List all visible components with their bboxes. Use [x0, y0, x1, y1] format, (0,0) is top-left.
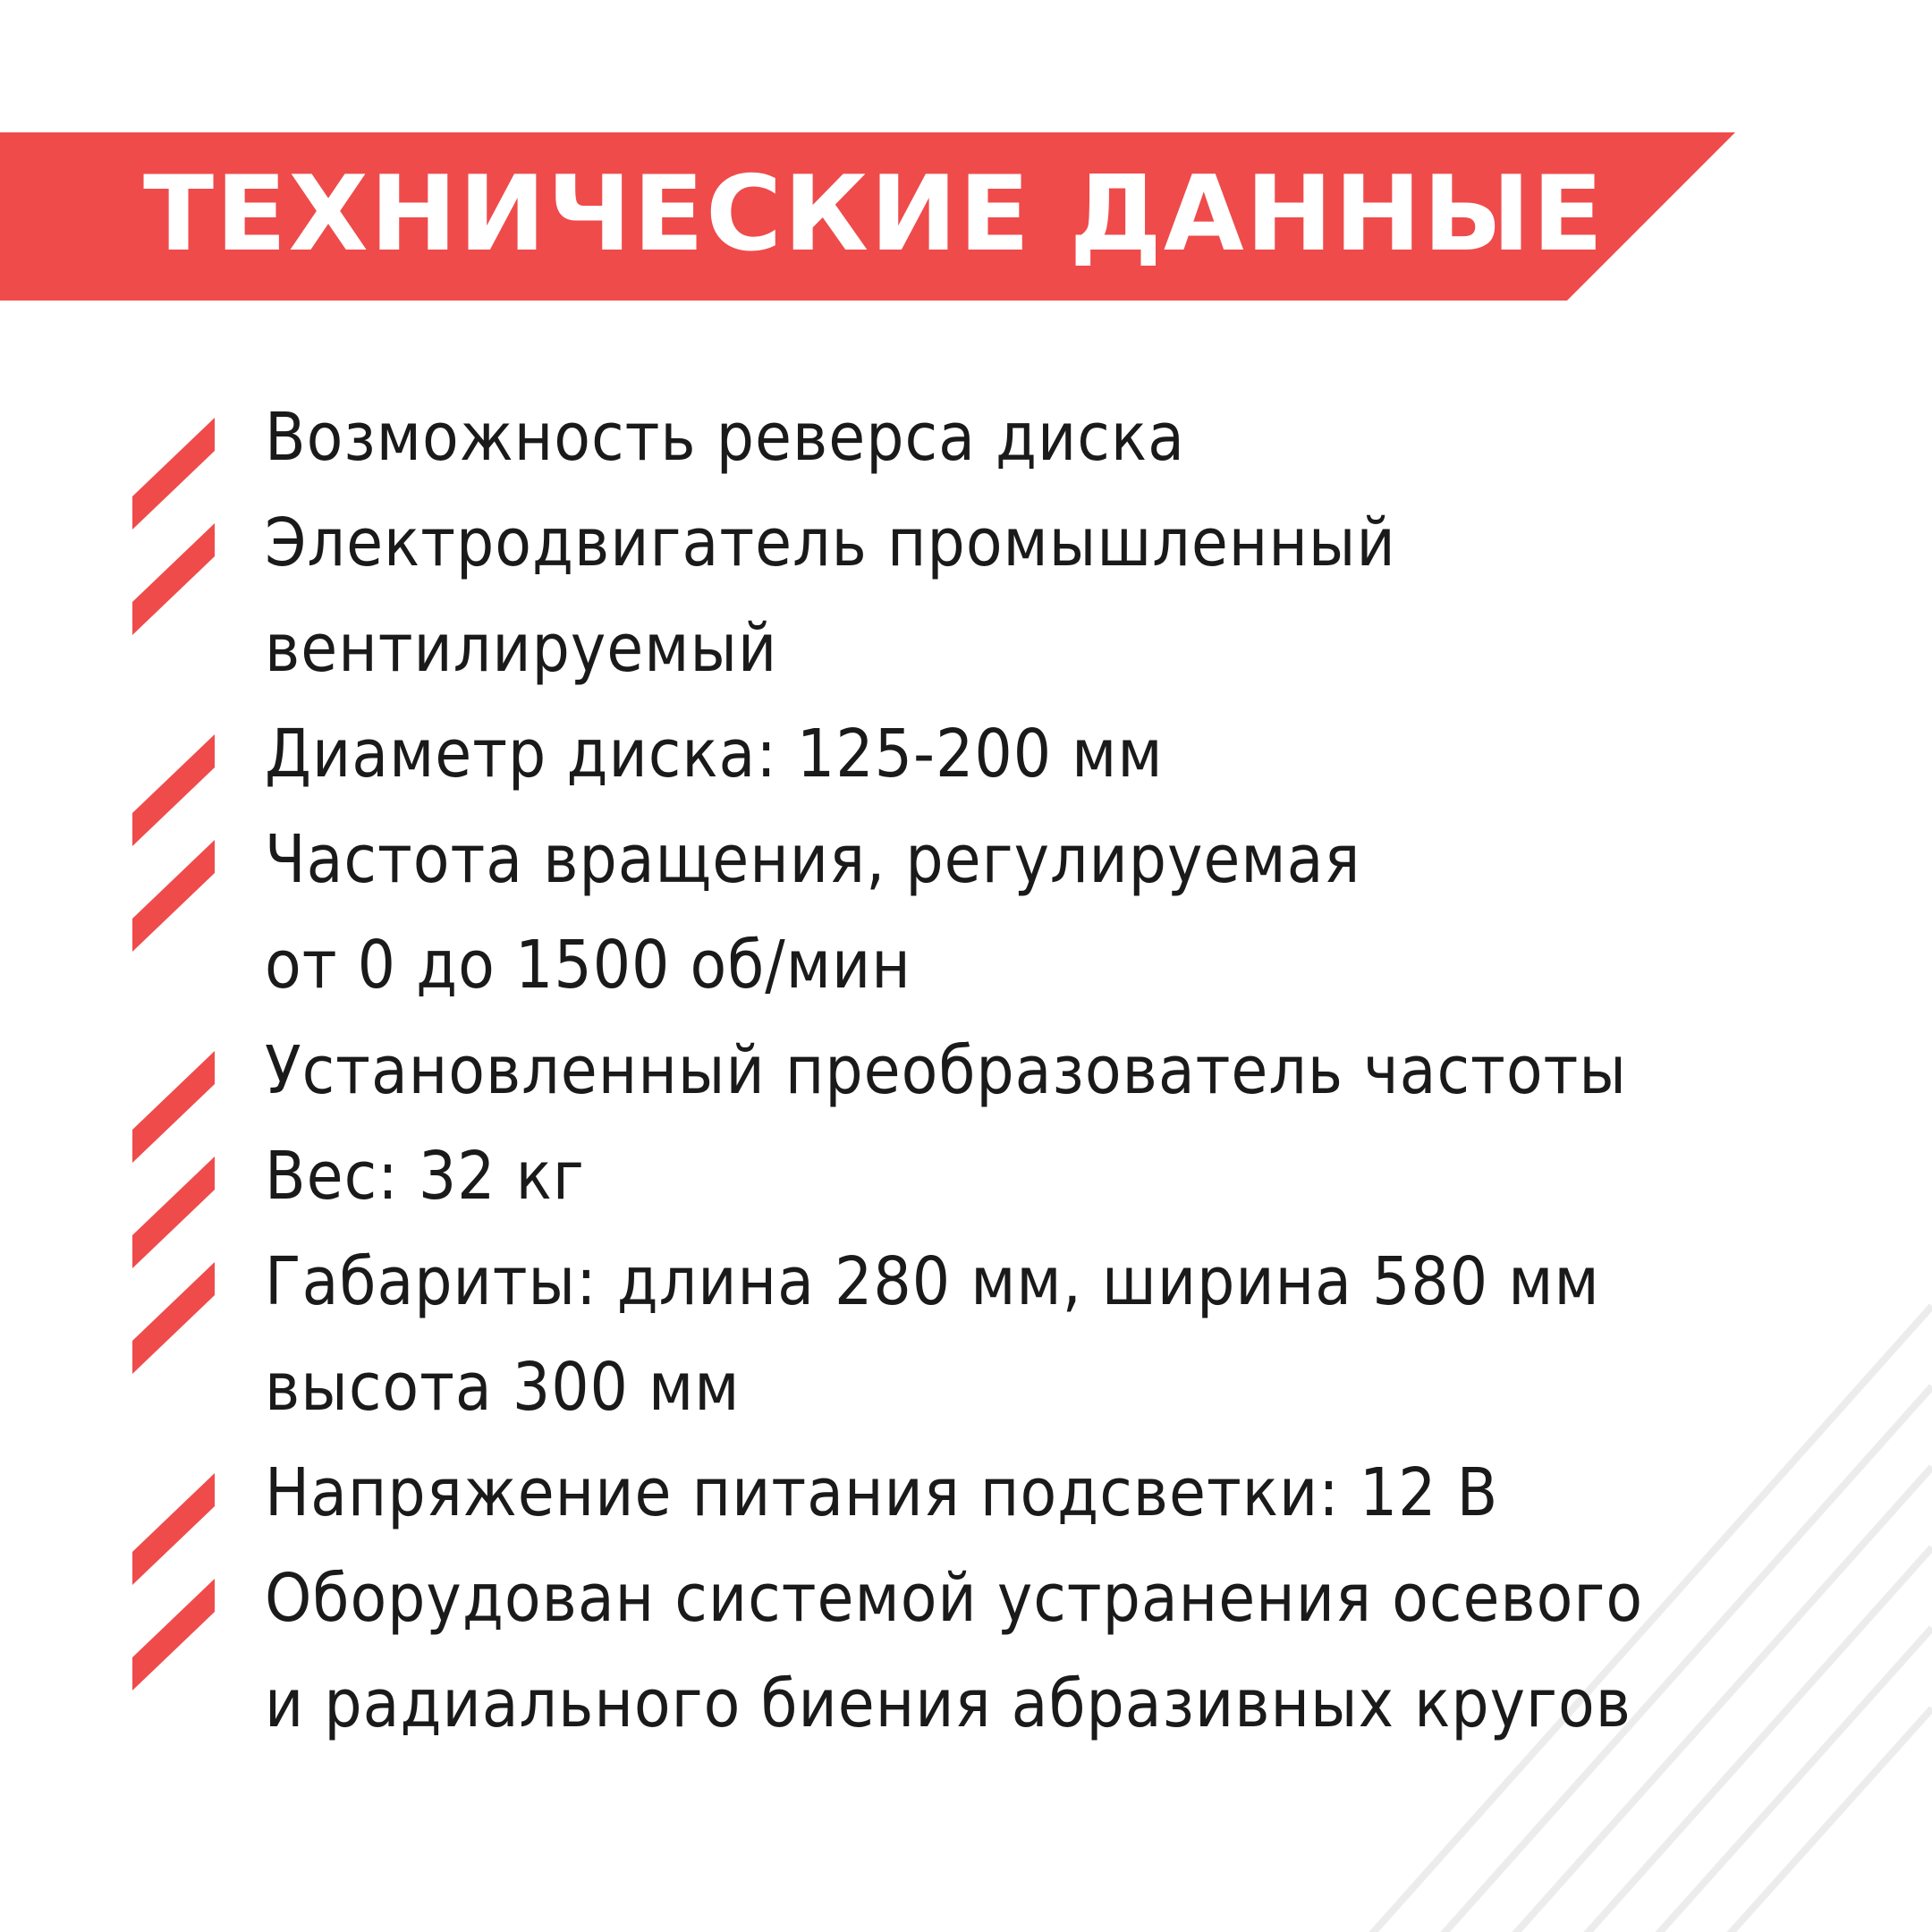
feature-text: Напряжение питания подсветки: 12 В	[265, 1454, 1499, 1531]
page-title: ТЕХНИЧЕСКИЕ ДАННЫЕ	[143, 154, 1606, 275]
feature-text: Диаметр диска: 125-200 мм	[265, 716, 1164, 792]
header-banner	[0, 132, 1735, 301]
feature-text: Габариты: длина 280 мм, ширина 580 мм	[265, 1243, 1600, 1320]
feature-text-continued: высота 300 мм	[265, 1349, 741, 1426]
feature-text: Возможность реверса диска	[265, 399, 1185, 476]
stripe-marker-icon	[132, 1238, 215, 1374]
feature-text: Установленный преобразователь частоты	[265, 1032, 1627, 1109]
feature-text-continued: от 0 до 1500 об/мин	[265, 927, 911, 1004]
feature-text: Частота вращения, регулируемая	[265, 821, 1361, 898]
stripe-marker-icon	[132, 816, 215, 952]
feature-text: Электродвигатель промышленный	[265, 504, 1396, 581]
stripe-marker-icon	[132, 1555, 215, 1690]
feature-text-continued: и радиального биения абразивных кругов	[265, 1665, 1631, 1742]
stripe-marker-icon	[132, 499, 215, 635]
feature-text: Оборудован системой устранения осевого	[265, 1560, 1644, 1637]
feature-text: Вес: 32 кг	[265, 1138, 585, 1215]
feature-text-continued: вентилируемый	[265, 610, 778, 687]
